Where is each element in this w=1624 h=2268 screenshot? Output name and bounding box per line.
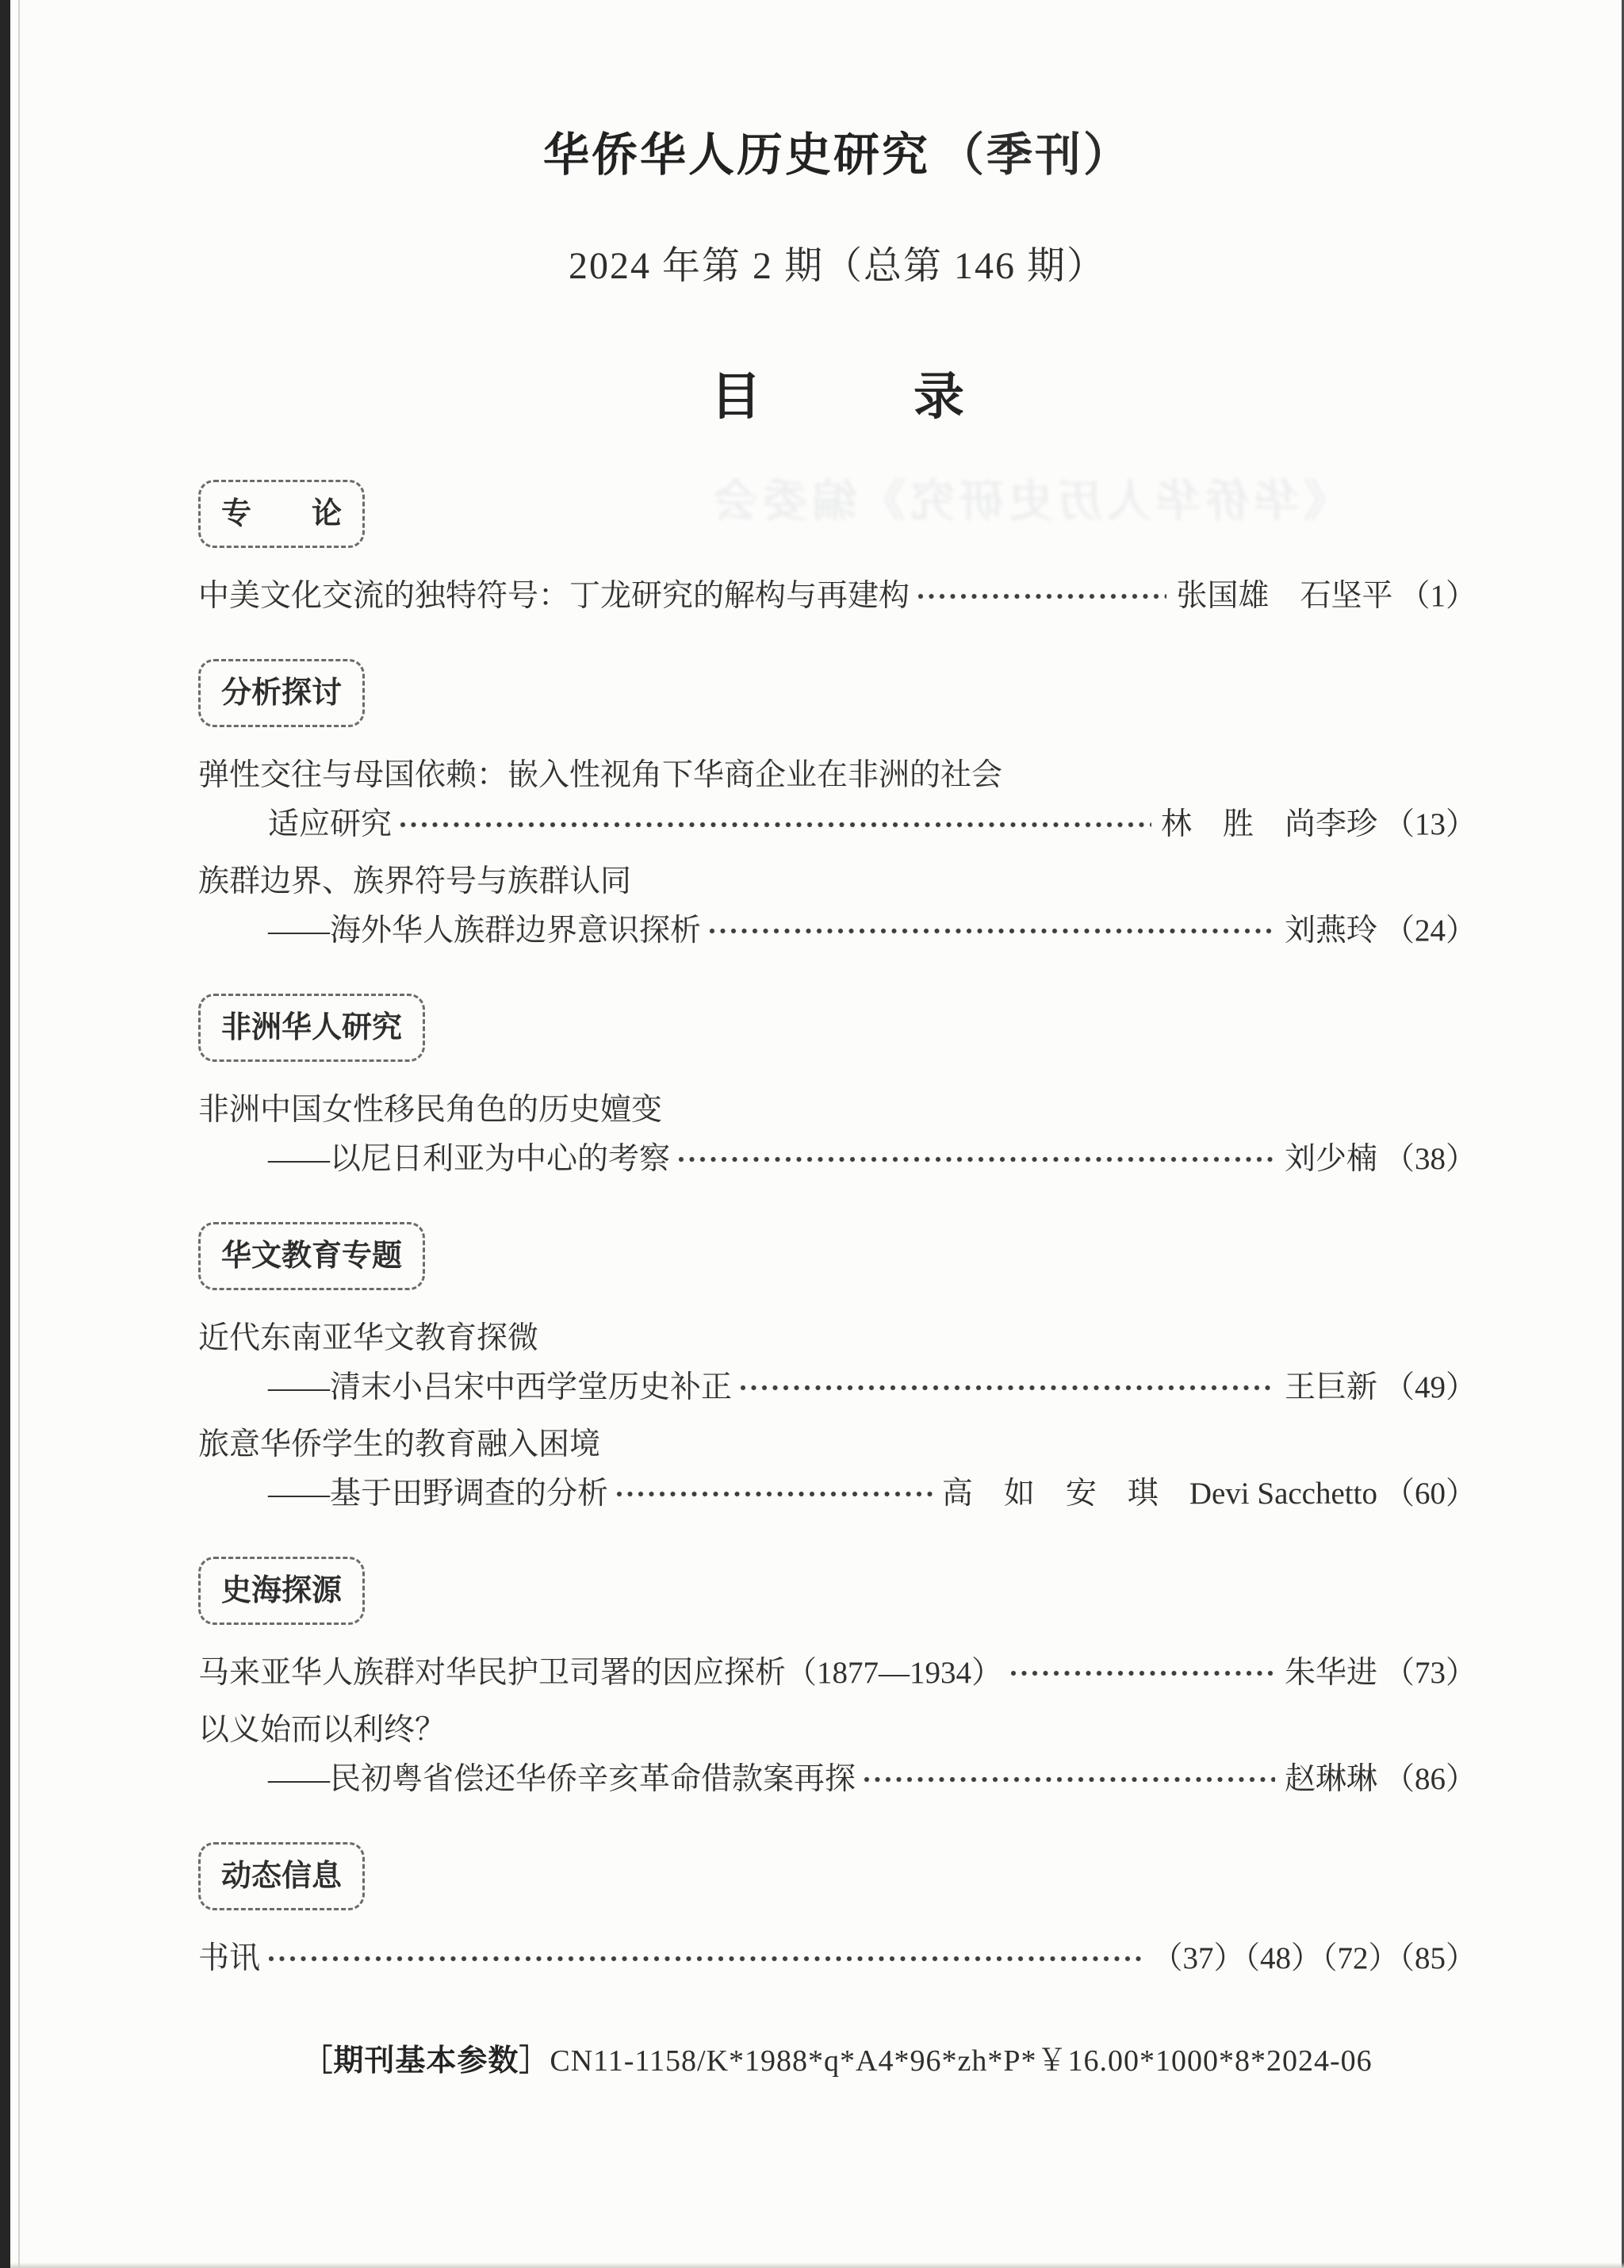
journal-parameters	[198, 2036, 1477, 2079]
section-badge-hua-wen-jiao-yu-zhuan-ti: 华文教育专题	[198, 1222, 425, 1290]
section-shi-hai-tan-yuan	[198, 1557, 1477, 1625]
entry-continuation-line	[198, 1363, 1477, 1412]
entry-title-line	[198, 1314, 1477, 1363]
entry-authors: 刘少楠	[1284, 1142, 1377, 1176]
entry-title: 非洲中国女性移民角色的历史嬗变	[198, 1093, 663, 1127]
entry-title-line	[198, 1420, 1477, 1469]
scan-edge-left	[0, 0, 10, 2268]
dot-leader	[398, 819, 1151, 830]
section-badge-shi-hai-tan-yuan: 史海探源	[198, 1557, 365, 1625]
entry-authors: 高 如 安 琪 Devi Sacchetto	[941, 1477, 1377, 1511]
entry-page-number: （13）	[1383, 807, 1477, 841]
dot-leader	[738, 1382, 1275, 1393]
entry-authors: 赵琳琳	[1284, 1762, 1377, 1796]
dot-leader	[266, 1953, 1142, 1964]
scan-edge-left-line	[18, 0, 20, 2268]
entry-authors: 张国雄 石坚平	[1176, 579, 1393, 613]
section-zhuan-lun	[198, 480, 1477, 548]
section-badge-dong-tai-xin-xi: 动态信息	[198, 1842, 365, 1910]
section-hua-wen-jiao-yu-zhuan-ti	[198, 1222, 1477, 1290]
toc-content	[198, 0, 1477, 2079]
entry-subtitle: ——清末小吕宋中西学堂历史补正	[268, 1370, 733, 1404]
entry-page-number: （49）	[1383, 1370, 1477, 1404]
entry-page-number: （24）	[1383, 914, 1477, 948]
dot-leader	[862, 1774, 1275, 1785]
journal-title-main: 华侨华人历史研究	[542, 129, 930, 181]
entry-page-number: （60）	[1383, 1477, 1477, 1511]
entry-continuation-line	[198, 800, 1477, 849]
journal-parameters-label: ［期刊基本参数］	[302, 2044, 550, 2078]
toc-entry	[198, 1420, 1477, 1519]
entry-title: 旅意华侨学生的教育融入困境	[198, 1427, 601, 1462]
toc-entry	[198, 1086, 1477, 1184]
entry-title: 族群边界、族界符号与族群认同	[198, 864, 632, 898]
entry-title: 马来亚华人族群对华民护卫司署的因应探析（1877—1934）	[198, 1656, 1003, 1690]
section-badge-zhuan-lun: 专 论	[198, 480, 365, 548]
section-fen-xi-tan-tao	[198, 659, 1477, 727]
dot-leader	[916, 591, 1166, 602]
entry-subtitle: ——海外华人族群边界意识探析	[268, 914, 702, 948]
entry-title-line	[198, 857, 1477, 906]
section-fei-zhou-hua-ren-yan-jiu	[198, 994, 1477, 1062]
entry-authors: 王巨新	[1284, 1370, 1377, 1404]
entry-title-line	[198, 1706, 1477, 1755]
entry-continuation-line	[198, 906, 1477, 956]
toc-entry	[198, 1706, 1477, 1804]
entry-continuation-line	[198, 1135, 1477, 1184]
entry-authors: 朱华进	[1284, 1656, 1377, 1690]
entry-title: 以义始而以利终？	[198, 1713, 446, 1747]
entry-continuation-line	[198, 1755, 1477, 1804]
toc-entry	[198, 572, 1477, 621]
dot-leader	[615, 1488, 933, 1500]
entry-title: 弹性交往与母国依赖：嵌入性视角下华商企业在非洲的社会	[198, 758, 1003, 792]
entry-title: 书讯	[198, 1941, 261, 1975]
entry-page-number: （1）	[1399, 579, 1477, 613]
entry-page-number: （38）	[1383, 1142, 1477, 1176]
entry-subtitle: ——基于田野调查的分析	[268, 1477, 609, 1511]
entry-subtitle: ——民初粤省偿还华侨辛亥革命借款案再探	[268, 1762, 856, 1796]
section-badge-fei-zhou-hua-ren-yan-jiu: 非洲华人研究	[198, 994, 425, 1062]
toc-entry	[198, 857, 1477, 956]
journal-parameters-value: CN11-1158/K*1988*q*A4*96*zh*P*￥16.00*1000*8*2024-06	[550, 2044, 1373, 2078]
journal-title	[198, 117, 1477, 184]
entry-continuation-line	[198, 1469, 1477, 1519]
entry-subtitle: 适应研究	[268, 807, 393, 841]
dot-leader	[676, 1154, 1275, 1165]
section-badge-fen-xi-tan-tao: 分析探讨	[198, 659, 365, 727]
entry-authors: 林 胜 尚李珍	[1160, 807, 1377, 841]
toc-entry	[198, 1649, 1477, 1698]
toc-entry	[198, 751, 1477, 849]
toc-entry	[198, 1934, 1477, 1983]
entry-page-number: （37）（48）（72）（85）	[1151, 1941, 1477, 1975]
toc-entry	[198, 1314, 1477, 1412]
scan-edge-bottom	[10, 2262, 1624, 2268]
bleed-through-ghost-text: 《华侨华人历史研究》编委会	[709, 477, 1348, 527]
issue-line: 2024 年第 2 期（总第 146 期）	[568, 245, 1106, 287]
entry-title-line	[198, 751, 1477, 800]
entry-title: 中美文化交流的独特符号：丁龙研究的解构与再建构	[198, 579, 910, 613]
entry-subtitle: ——以尼日利亚为中心的考察	[268, 1142, 671, 1176]
dot-leader	[707, 925, 1275, 937]
section-dong-tai-xin-xi	[198, 1842, 1477, 1910]
journal-title-suffix: （季刊）	[938, 129, 1132, 181]
toc-heading: 目 录	[710, 369, 964, 425]
entry-authors: 刘燕玲	[1284, 914, 1377, 948]
entry-title: 近代东南亚华文教育探微	[198, 1321, 539, 1355]
entry-title-line	[198, 1086, 1477, 1135]
dot-leader	[1009, 1668, 1275, 1679]
entry-page-number: （73）	[1383, 1656, 1477, 1690]
entry-page-number: （86）	[1383, 1762, 1477, 1796]
